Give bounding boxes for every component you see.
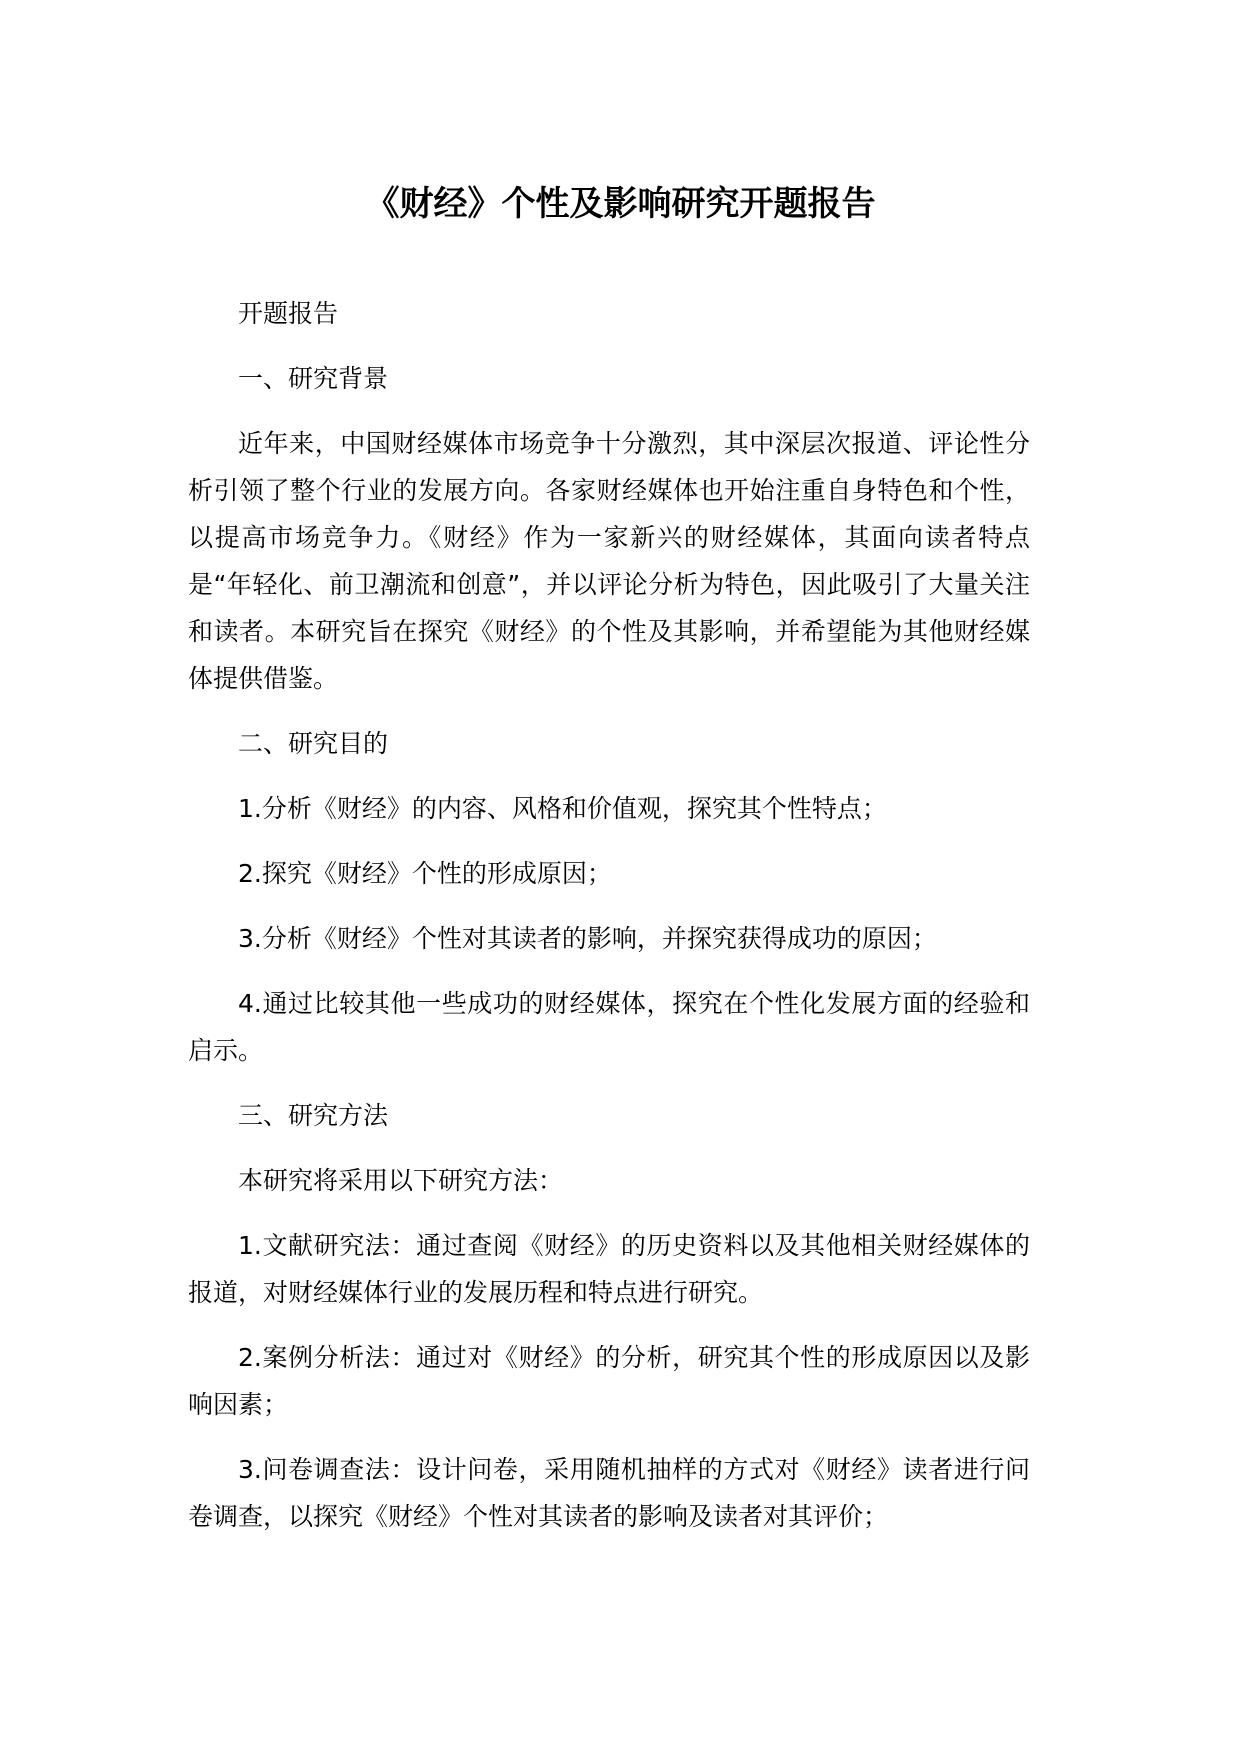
method-item-1: 1.文献研究法：通过查阅《财经》的历史资料以及其他相关财经媒体的报道，对财经媒体行业的发展历程和特点进行研究。 (188, 1231, 1030, 1307)
document-body (188, 290, 1030, 1558)
purpose-item-4: 4.通过比较其他一些成功的财经媒体，探究在个性化发展方面的经验和启示。 (188, 989, 1030, 1065)
section-label-opening-report: 开题报告 (238, 299, 339, 328)
method-item-3: 3.问卷调查法：设计问卷，采用随机抽样的方式对《财经》读者进行问卷调查，以探究《财经》个性对其读者的影响及读者对其评价； (188, 1455, 1030, 1531)
purpose-item-1: 1.分析《财经》的内容、风格和价值观，探究其个性特点； (238, 794, 887, 823)
document-title: 《财经》个性及影响研究开题报告 (365, 184, 876, 224)
paragraph-background: 近年来，中国财经媒体市场竞争十分激烈，其中深层次报道、评论性分析引领了整个行业的发展方向。各家财经媒体也开始注重自身特色和个性，以提高市场竞争力。《财经》作为一家新兴的财经媒体，其面向读者特点是“年轻化、前卫潮流和创意”，并以评论分析为特色，因此吸引了大量关注和读者。本研究旨在探究《财经》的个性及其影响，并希望能为其他财经媒体提供借鉴。 (188, 429, 1030, 693)
purpose-item-2: 2.探究《财经》个性的形成原因； (238, 859, 612, 888)
purpose-item-3: 3.分析《财经》个性对其读者的影响，并探究获得成功的原因； (238, 924, 937, 953)
heading-research-purpose: 二、研究目的 (238, 729, 389, 758)
heading-research-background: 一、研究背景 (238, 364, 389, 393)
method-item-2: 2.案例分析法：通过对《财经》的分析，研究其个性的形成原因以及影响因素； (188, 1343, 1030, 1419)
heading-research-method: 三、研究方法 (238, 1101, 389, 1130)
method-intro: 本研究将采用以下研究方法： (238, 1166, 564, 1195)
